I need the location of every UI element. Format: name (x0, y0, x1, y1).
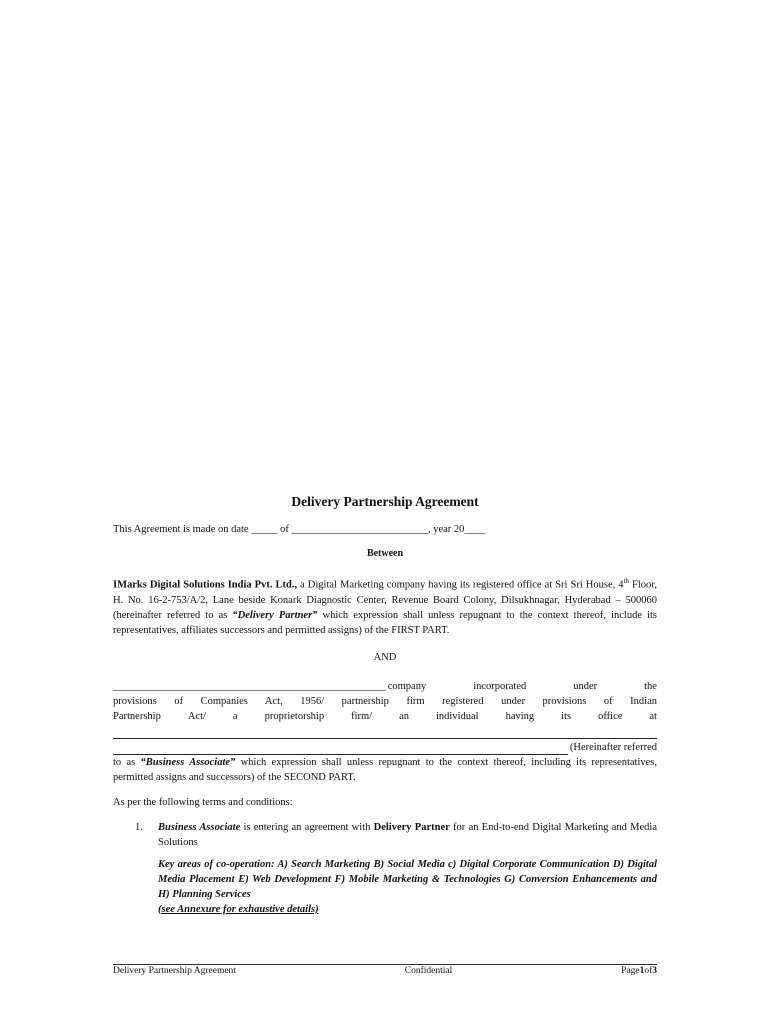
page-footer (113, 966, 657, 976)
footer-confidential: Confidential (404, 966, 453, 976)
word: Act/ (187, 710, 206, 722)
terms-intro: As per the following terms and conditions: (113, 796, 293, 808)
key-areas-text: Key areas of co-operation: A) Search Marketing B) Social Media c) Digital Corporate Communication D) Digital Media Placement E) Web Development F) Mobile Marketing & Technologies G) Conversion Enhancements and H) Planning Services (158, 858, 657, 900)
hereinafter-text: (Hereinafter referred (569, 741, 657, 753)
page-label: Page (621, 966, 640, 976)
address-blank-line (113, 724, 657, 739)
date-prefix: This Agreement is made on date (113, 524, 249, 535)
word: incorporated (473, 680, 527, 692)
document-title: Delivery Partnership Agreement (291, 494, 479, 509)
second-party-line-1 (113, 679, 657, 694)
between-heading: Between (366, 548, 404, 559)
date-blank: _____ (251, 524, 278, 535)
business-associate-ref: “Business Associate” (140, 756, 236, 768)
address-blank-line-2 (113, 741, 568, 755)
second-party-line-3 (113, 709, 657, 724)
second-party-text-2: which expression shall unless repugnant to the context thereof, including its representatives, permitted assigns and successors) of the SECOND PART. (113, 756, 657, 783)
page-current: 1 (639, 966, 645, 976)
second-party-line-5 (113, 740, 657, 755)
year-blank: year 20____ (433, 524, 486, 535)
word: company (387, 680, 427, 692)
first-party-paragraph (113, 574, 657, 638)
word: an (399, 710, 409, 722)
first-party-text-3: which expression shall unless repugnant to the context thereof, include its representatives, affiliates successors and permitted assigns) of the FIRST PART. (113, 609, 658, 636)
date-line (113, 522, 657, 537)
date-of: of (280, 524, 289, 535)
word: firm/ (351, 710, 373, 722)
company-name-blank: ______________________________________________________ (113, 680, 386, 692)
first-party-name: IMarks Digital Solutions India Pvt. Ltd., (113, 579, 298, 591)
key-areas (158, 857, 657, 917)
word: at (649, 710, 657, 722)
page-total: 3 (652, 966, 657, 976)
line-1-words (388, 679, 657, 694)
annexure-reference: (see Annexure for exhaustive details) (158, 903, 319, 915)
business-associate-term: Business Associate (158, 821, 241, 833)
word: under (573, 680, 598, 692)
delivery-partner-term: Delivery Partner (373, 821, 450, 833)
delivery-partner-ref: “Delivery Partner” (232, 609, 318, 621)
clause-number: 1. (135, 821, 143, 833)
ordinal-suffix: th (623, 577, 629, 585)
clause-text-1: is entering an agreement with (240, 821, 374, 833)
word: the (644, 680, 657, 692)
word: office (598, 710, 623, 722)
clause-text (158, 820, 657, 850)
footer-title: Delivery Partnership Agreement (113, 966, 236, 976)
word: Partnership (113, 710, 161, 722)
word: a (232, 710, 238, 722)
word: proprietorship (264, 710, 325, 722)
word: its (561, 710, 572, 722)
document-body (113, 494, 657, 917)
and-separator: AND (373, 651, 397, 663)
clause-1 (135, 820, 657, 917)
footer-page-number (621, 966, 657, 976)
clause-body (158, 820, 657, 917)
word: having (505, 710, 535, 722)
page-of: of (644, 966, 653, 976)
first-party-text-2: Floor, H. No. 16-2-753/A/2, Lane beside Konark Diagnostic Center, Revenue Board Colony, Dilsukhnagar, Hyderabad – 500060 (hereinafter referred to as (113, 579, 657, 621)
footer-divider (113, 964, 657, 965)
second-party-definition (113, 755, 657, 785)
second-party-paragraph (113, 679, 657, 785)
month-blank: __________________________, (291, 524, 431, 535)
first-party-text-1: a Digital Marketing company having its registered office at Sri Sri House, 4 (297, 579, 624, 591)
clause-text-2: for an End-to-end Digital Marketing and Media Solutions (158, 821, 657, 848)
word: individual (436, 710, 479, 722)
second-party-line-2: provisions of Companies Act, 1956/ partnership firm registered under provisions of Indian (113, 695, 657, 707)
second-party-text-1: to as (113, 756, 141, 768)
